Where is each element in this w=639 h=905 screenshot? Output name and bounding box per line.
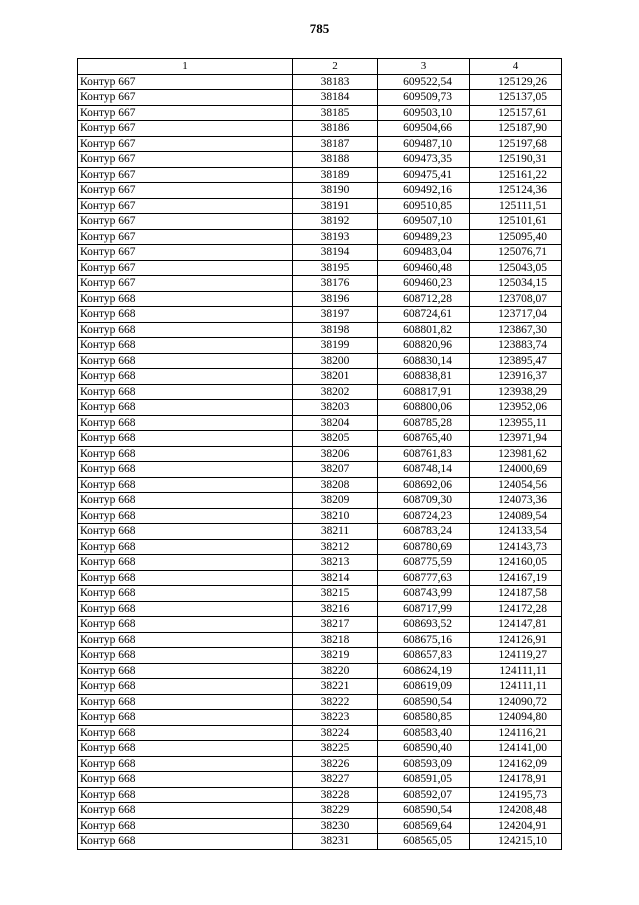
table-row <box>78 229 562 245</box>
contour-name-cell: Контур 667 <box>78 152 293 168</box>
contour-name-cell: Контур 667 <box>78 105 293 121</box>
contour-name-cell: Контур 668 <box>78 632 293 648</box>
point-number-cell: 38231 <box>293 834 378 850</box>
contour-name-cell: Контур 668 <box>78 353 293 369</box>
y-coordinate-cell: 124111,11 <box>470 679 562 695</box>
table-row <box>78 198 562 214</box>
header-cell-1: 1 <box>78 59 293 75</box>
y-coordinate-cell: 123971,94 <box>470 431 562 447</box>
x-coordinate-cell: 608693,52 <box>378 617 470 633</box>
point-number-cell: 38199 <box>293 338 378 354</box>
point-number-cell: 38225 <box>293 741 378 757</box>
y-coordinate-cell: 125124,36 <box>470 183 562 199</box>
contour-name-cell: Контур 668 <box>78 477 293 493</box>
table-row <box>78 74 562 90</box>
point-number-cell: 38215 <box>293 586 378 602</box>
point-number-cell: 38210 <box>293 508 378 524</box>
y-coordinate-cell: 125137,05 <box>470 90 562 106</box>
y-coordinate-cell: 125034,15 <box>470 276 562 292</box>
table-row <box>78 818 562 834</box>
point-number-cell: 38191 <box>293 198 378 214</box>
x-coordinate-cell: 609475,41 <box>378 167 470 183</box>
table-row <box>78 105 562 121</box>
contour-name-cell: Контур 668 <box>78 431 293 447</box>
contour-name-cell: Контур 668 <box>78 694 293 710</box>
y-coordinate-cell: 125187,90 <box>470 121 562 137</box>
table-row <box>78 756 562 772</box>
contour-name-cell: Контур 668 <box>78 772 293 788</box>
point-number-cell: 38185 <box>293 105 378 121</box>
y-coordinate-cell: 124119,27 <box>470 648 562 664</box>
contour-name-cell: Контур 668 <box>78 493 293 509</box>
point-number-cell: 38204 <box>293 415 378 431</box>
x-coordinate-cell: 609460,23 <box>378 276 470 292</box>
x-coordinate-cell: 608590,54 <box>378 803 470 819</box>
y-coordinate-cell: 124000,69 <box>470 462 562 478</box>
y-coordinate-cell: 124172,28 <box>470 601 562 617</box>
table-row <box>78 663 562 679</box>
table-row <box>78 152 562 168</box>
x-coordinate-cell: 608591,05 <box>378 772 470 788</box>
x-coordinate-cell: 609503,10 <box>378 105 470 121</box>
point-number-cell: 38190 <box>293 183 378 199</box>
header-cell-2: 2 <box>293 59 378 75</box>
y-coordinate-cell: 123938,29 <box>470 384 562 400</box>
table-row <box>78 694 562 710</box>
table-row <box>78 136 562 152</box>
table-row <box>78 245 562 261</box>
table-row <box>78 384 562 400</box>
point-number-cell: 38211 <box>293 524 378 540</box>
y-coordinate-cell: 124195,73 <box>470 787 562 803</box>
table-row <box>78 214 562 230</box>
y-coordinate-cell: 123981,62 <box>470 446 562 462</box>
x-coordinate-cell: 608590,40 <box>378 741 470 757</box>
contour-name-cell: Контур 668 <box>78 648 293 664</box>
contour-name-cell: Контур 668 <box>78 756 293 772</box>
x-coordinate-cell: 608820,96 <box>378 338 470 354</box>
y-coordinate-cell: 124133,54 <box>470 524 562 540</box>
point-number-cell: 38203 <box>293 400 378 416</box>
y-coordinate-cell: 124141,00 <box>470 741 562 757</box>
y-coordinate-cell: 124094,80 <box>470 710 562 726</box>
table-row <box>78 570 562 586</box>
point-number-cell: 38200 <box>293 353 378 369</box>
x-coordinate-cell: 608657,83 <box>378 648 470 664</box>
y-coordinate-cell: 124073,36 <box>470 493 562 509</box>
table-row <box>78 524 562 540</box>
y-coordinate-cell: 124054,56 <box>470 477 562 493</box>
x-coordinate-cell: 608565,05 <box>378 834 470 850</box>
y-coordinate-cell: 125157,61 <box>470 105 562 121</box>
table-row <box>78 276 562 292</box>
y-coordinate-cell: 124147,81 <box>470 617 562 633</box>
contour-name-cell: Контур 667 <box>78 245 293 261</box>
contour-name-cell: Контур 668 <box>78 539 293 555</box>
x-coordinate-cell: 609507,10 <box>378 214 470 230</box>
table-row <box>78 415 562 431</box>
contour-name-cell: Контур 668 <box>78 601 293 617</box>
table-row <box>78 369 562 385</box>
y-coordinate-cell: 124187,58 <box>470 586 562 602</box>
point-number-cell: 38201 <box>293 369 378 385</box>
x-coordinate-cell: 608777,63 <box>378 570 470 586</box>
y-coordinate-cell: 125111,51 <box>470 198 562 214</box>
contour-name-cell: Контур 668 <box>78 446 293 462</box>
x-coordinate-cell: 609487,10 <box>378 136 470 152</box>
contour-name-cell: Контур 668 <box>78 462 293 478</box>
x-coordinate-cell: 608724,23 <box>378 508 470 524</box>
contour-name-cell: Контур 667 <box>78 74 293 90</box>
x-coordinate-cell: 608783,24 <box>378 524 470 540</box>
x-coordinate-cell: 608712,28 <box>378 291 470 307</box>
contour-name-cell: Контур 667 <box>78 167 293 183</box>
y-coordinate-cell: 125101,61 <box>470 214 562 230</box>
y-coordinate-cell: 124162,09 <box>470 756 562 772</box>
x-coordinate-cell: 608619,09 <box>378 679 470 695</box>
y-coordinate-cell: 124090,72 <box>470 694 562 710</box>
table-row <box>78 90 562 106</box>
x-coordinate-cell: 608780,69 <box>378 539 470 555</box>
point-number-cell: 38228 <box>293 787 378 803</box>
y-coordinate-cell: 123883,74 <box>470 338 562 354</box>
table-row <box>78 322 562 338</box>
table-row <box>78 307 562 323</box>
point-number-cell: 38213 <box>293 555 378 571</box>
point-number-cell: 38227 <box>293 772 378 788</box>
x-coordinate-cell: 608675,16 <box>378 632 470 648</box>
contour-name-cell: Контур 668 <box>78 834 293 850</box>
point-number-cell: 38209 <box>293 493 378 509</box>
table-row <box>78 477 562 493</box>
point-number-cell: 38224 <box>293 725 378 741</box>
point-number-cell: 38223 <box>293 710 378 726</box>
coordinates-table <box>77 58 562 850</box>
contour-name-cell: Контур 668 <box>78 338 293 354</box>
table-row <box>78 121 562 137</box>
point-number-cell: 38197 <box>293 307 378 323</box>
point-number-cell: 38207 <box>293 462 378 478</box>
contour-name-cell: Контур 668 <box>78 710 293 726</box>
y-coordinate-cell: 125043,05 <box>470 260 562 276</box>
table-row <box>78 539 562 555</box>
y-coordinate-cell: 124167,19 <box>470 570 562 586</box>
table-row <box>78 260 562 276</box>
point-number-cell: 38192 <box>293 214 378 230</box>
table-row <box>78 555 562 571</box>
x-coordinate-cell: 608775,59 <box>378 555 470 571</box>
x-coordinate-cell: 608583,40 <box>378 725 470 741</box>
x-coordinate-cell: 608801,82 <box>378 322 470 338</box>
point-number-cell: 38193 <box>293 229 378 245</box>
contour-name-cell: Контур 668 <box>78 291 293 307</box>
contour-name-cell: Контур 668 <box>78 617 293 633</box>
header-cell-4: 4 <box>470 59 562 75</box>
point-number-cell: 38206 <box>293 446 378 462</box>
table-row <box>78 167 562 183</box>
table-row <box>78 648 562 664</box>
point-number-cell: 38212 <box>293 539 378 555</box>
x-coordinate-cell: 609510,85 <box>378 198 470 214</box>
contour-name-cell: Контур 668 <box>78 384 293 400</box>
x-coordinate-cell: 608748,14 <box>378 462 470 478</box>
table-row <box>78 834 562 850</box>
point-number-cell: 38214 <box>293 570 378 586</box>
y-coordinate-cell: 125095,40 <box>470 229 562 245</box>
table-row <box>78 586 562 602</box>
table-row <box>78 446 562 462</box>
table-row <box>78 291 562 307</box>
x-coordinate-cell: 608717,99 <box>378 601 470 617</box>
table-row <box>78 803 562 819</box>
contour-name-cell: Контур 667 <box>78 229 293 245</box>
contour-name-cell: Контур 667 <box>78 276 293 292</box>
contour-name-cell: Контур 668 <box>78 586 293 602</box>
contour-name-cell: Контур 668 <box>78 555 293 571</box>
point-number-cell: 38220 <box>293 663 378 679</box>
contour-name-cell: Контур 668 <box>78 725 293 741</box>
y-coordinate-cell: 124178,91 <box>470 772 562 788</box>
table-row <box>78 787 562 803</box>
x-coordinate-cell: 608838,81 <box>378 369 470 385</box>
y-coordinate-cell: 123955,11 <box>470 415 562 431</box>
table-row <box>78 400 562 416</box>
y-coordinate-cell: 123717,04 <box>470 307 562 323</box>
x-coordinate-cell: 608580,85 <box>378 710 470 726</box>
y-coordinate-cell: 125197,68 <box>470 136 562 152</box>
y-coordinate-cell: 124208,48 <box>470 803 562 819</box>
y-coordinate-cell: 124143,73 <box>470 539 562 555</box>
table-row <box>78 710 562 726</box>
point-number-cell: 38186 <box>293 121 378 137</box>
table-row <box>78 493 562 509</box>
x-coordinate-cell: 608709,30 <box>378 493 470 509</box>
x-coordinate-cell: 609473,35 <box>378 152 470 168</box>
contour-name-cell: Контур 667 <box>78 121 293 137</box>
x-coordinate-cell: 608817,91 <box>378 384 470 400</box>
y-coordinate-cell: 124126,91 <box>470 632 562 648</box>
contour-name-cell: Контур 668 <box>78 524 293 540</box>
y-coordinate-cell: 123867,30 <box>470 322 562 338</box>
x-coordinate-cell: 608765,40 <box>378 431 470 447</box>
point-number-cell: 38195 <box>293 260 378 276</box>
table-row <box>78 431 562 447</box>
contour-name-cell: Контур 668 <box>78 322 293 338</box>
table-row <box>78 508 562 524</box>
contour-name-cell: Контур 667 <box>78 136 293 152</box>
y-coordinate-cell: 123952,06 <box>470 400 562 416</box>
contour-name-cell: Контур 668 <box>78 369 293 385</box>
table-row <box>78 601 562 617</box>
contour-name-cell: Контур 668 <box>78 307 293 323</box>
x-coordinate-cell: 608569,64 <box>378 818 470 834</box>
x-coordinate-cell: 608692,06 <box>378 477 470 493</box>
point-number-cell: 38198 <box>293 322 378 338</box>
contour-name-cell: Контур 668 <box>78 679 293 695</box>
contour-name-cell: Контур 668 <box>78 400 293 416</box>
y-coordinate-cell: 125190,31 <box>470 152 562 168</box>
point-number-cell: 38176 <box>293 276 378 292</box>
contour-name-cell: Контур 668 <box>78 787 293 803</box>
y-coordinate-cell: 124160,05 <box>470 555 562 571</box>
point-number-cell: 38219 <box>293 648 378 664</box>
x-coordinate-cell: 609460,48 <box>378 260 470 276</box>
point-number-cell: 38187 <box>293 136 378 152</box>
table-row <box>78 741 562 757</box>
table-row <box>78 772 562 788</box>
point-number-cell: 38226 <box>293 756 378 772</box>
contour-name-cell: Контур 667 <box>78 214 293 230</box>
contour-name-cell: Контур 667 <box>78 183 293 199</box>
x-coordinate-cell: 609492,16 <box>378 183 470 199</box>
x-coordinate-cell: 609504,66 <box>378 121 470 137</box>
x-coordinate-cell: 608592,07 <box>378 787 470 803</box>
table-row <box>78 338 562 354</box>
x-coordinate-cell: 609483,04 <box>378 245 470 261</box>
x-coordinate-cell: 608743,99 <box>378 586 470 602</box>
table-row <box>78 725 562 741</box>
point-number-cell: 38218 <box>293 632 378 648</box>
contour-name-cell: Контур 668 <box>78 508 293 524</box>
contour-name-cell: Контур 668 <box>78 663 293 679</box>
y-coordinate-cell: 123895,47 <box>470 353 562 369</box>
point-number-cell: 38208 <box>293 477 378 493</box>
table-row <box>78 632 562 648</box>
table-row <box>78 353 562 369</box>
table-header <box>78 59 562 75</box>
table-body <box>78 74 562 849</box>
x-coordinate-cell: 608593,09 <box>378 756 470 772</box>
point-number-cell: 38205 <box>293 431 378 447</box>
contour-name-cell: Контур 668 <box>78 741 293 757</box>
y-coordinate-cell: 124111,11 <box>470 663 562 679</box>
table-row <box>78 679 562 695</box>
contour-name-cell: Контур 668 <box>78 803 293 819</box>
contour-name-cell: Контур 668 <box>78 415 293 431</box>
contour-name-cell: Контур 668 <box>78 570 293 586</box>
point-number-cell: 38230 <box>293 818 378 834</box>
x-coordinate-cell: 608785,28 <box>378 415 470 431</box>
point-number-cell: 38189 <box>293 167 378 183</box>
table-row <box>78 617 562 633</box>
point-number-cell: 38221 <box>293 679 378 695</box>
x-coordinate-cell: 608590,54 <box>378 694 470 710</box>
y-coordinate-cell: 124204,91 <box>470 818 562 834</box>
y-coordinate-cell: 125129,26 <box>470 74 562 90</box>
point-number-cell: 38184 <box>293 90 378 106</box>
point-number-cell: 38202 <box>293 384 378 400</box>
contour-name-cell: Контур 667 <box>78 260 293 276</box>
y-coordinate-cell: 125161,22 <box>470 167 562 183</box>
point-number-cell: 38196 <box>293 291 378 307</box>
header-row <box>78 59 562 75</box>
page-number: 785 <box>309 21 330 36</box>
point-number-cell: 38188 <box>293 152 378 168</box>
table-row <box>78 462 562 478</box>
contour-name-cell: Контур 667 <box>78 90 293 106</box>
x-coordinate-cell: 608724,61 <box>378 307 470 323</box>
point-number-cell: 38229 <box>293 803 378 819</box>
y-coordinate-cell: 123916,37 <box>470 369 562 385</box>
contour-name-cell: Контур 668 <box>78 818 293 834</box>
x-coordinate-cell: 608830,14 <box>378 353 470 369</box>
x-coordinate-cell: 608624,19 <box>378 663 470 679</box>
x-coordinate-cell: 608800,06 <box>378 400 470 416</box>
contour-name-cell: Контур 667 <box>78 198 293 214</box>
x-coordinate-cell: 609522,54 <box>378 74 470 90</box>
y-coordinate-cell: 124215,10 <box>470 834 562 850</box>
x-coordinate-cell: 608761,83 <box>378 446 470 462</box>
point-number-cell: 38183 <box>293 74 378 90</box>
point-number-cell: 38217 <box>293 617 378 633</box>
header-cell-3: 3 <box>378 59 470 75</box>
table-row <box>78 183 562 199</box>
x-coordinate-cell: 609489,23 <box>378 229 470 245</box>
point-number-cell: 38216 <box>293 601 378 617</box>
point-number-cell: 38222 <box>293 694 378 710</box>
point-number-cell: 38194 <box>293 245 378 261</box>
y-coordinate-cell: 125076,71 <box>470 245 562 261</box>
x-coordinate-cell: 609509,73 <box>378 90 470 106</box>
y-coordinate-cell: 123708,07 <box>470 291 562 307</box>
y-coordinate-cell: 124116,21 <box>470 725 562 741</box>
y-coordinate-cell: 124089,54 <box>470 508 562 524</box>
